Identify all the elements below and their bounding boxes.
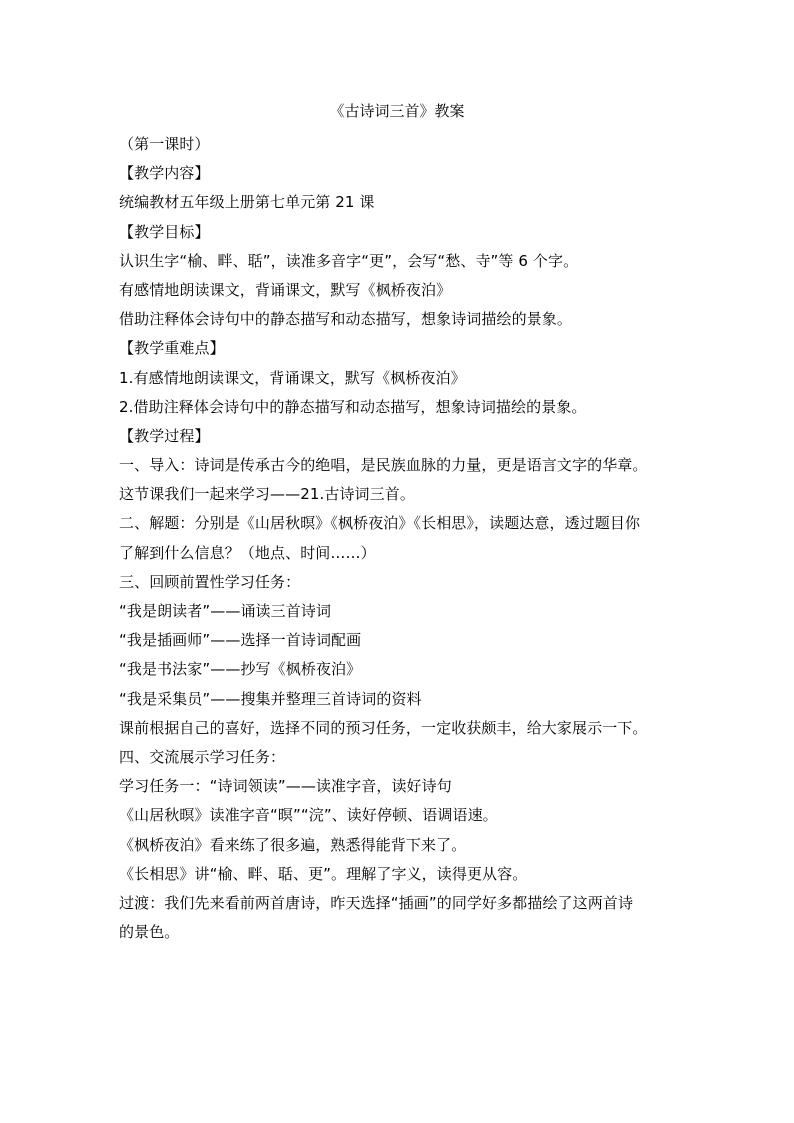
process-paragraph: 一、导入：诗词是传承古今的绝唱，是民族血脉的力量，更是语言文字的华章。	[119, 456, 648, 475]
goal-item: 认识生字“榆、畔、聒”，读准多音字“更”，会写“愁、寺”等 6 个字。	[119, 251, 579, 270]
section-heading-goals: 【教学目标】	[119, 222, 210, 241]
process-paragraph: 四、交流展示学习任务：	[119, 747, 286, 766]
process-paragraph: 学习任务一：“诗词领读”——读准字音，读好诗句	[119, 777, 452, 796]
process-paragraph: 课前根据自己的喜好，选择不同的预习任务，一定收获颇丰，给大家展示一下。	[119, 718, 648, 737]
document-body	[119, 130, 689, 947]
task-item: “我是书法家”——抄写《枫桥夜泊》	[119, 660, 362, 679]
goal-item: 借助注释体会诗句中的静态描写和动态描写，想象诗词描绘的景象。	[119, 310, 573, 329]
process-paragraph: 《长相思》讲“榆、畔、聒、更”。理解了字义，读得更从容。	[119, 864, 528, 883]
content-text: 统编教材五年级上册第七单元第 21 课	[119, 193, 375, 212]
section-heading-content: 【教学内容】	[119, 164, 210, 183]
section-heading-process: 【教学过程】	[119, 426, 210, 445]
process-paragraph: 二、解题：分别是《山居秋暝》《枫桥夜泊》《长相思》，读题达意，透过题目你	[119, 514, 641, 533]
section-heading-key-points: 【教学重难点】	[119, 339, 225, 358]
process-paragraph: 三、回顾前置性学习任务：	[119, 572, 301, 591]
task-item: “我是朗读者”——诵读三首诗词	[119, 602, 332, 620]
process-paragraph: 过渡：我们先来看前两首唐诗，昨天选择“插画”的同学好多都描绘了这两首诗	[119, 893, 634, 912]
process-paragraph: 了解到什么信息？（地点、时间……）	[119, 543, 376, 562]
process-paragraph: 《枫桥夜泊》看来练了很多遍，熟悉得能背下来了。	[119, 835, 467, 854]
task-item: “我是采集员”——搜集并整理三首诗词的资料	[119, 689, 422, 708]
process-paragraph: 这节课我们一起来学习——21.古诗词三首。	[119, 485, 415, 504]
document-title: 《古诗词三首》教案	[329, 102, 465, 120]
process-paragraph: 《山居秋暝》读准字音“暝”“浣”、读好停顿、语调语速。	[119, 806, 498, 825]
task-item: “我是插画师”——选择一首诗词配画	[119, 631, 362, 650]
key-point-item: 2.借助注释体会诗句中的静态描写和动态描写，想象诗词描绘的景象。	[119, 397, 587, 416]
key-point-item: 1.有感情地朗读课文，背诵课文，默写《枫桥夜泊》	[119, 368, 466, 387]
goal-item: 有感情地朗读课文，背诵课文，默写《枫桥夜泊》	[119, 280, 452, 299]
lesson-period: （第一课时）	[119, 135, 210, 153]
process-paragraph: 的景色。	[119, 923, 180, 942]
